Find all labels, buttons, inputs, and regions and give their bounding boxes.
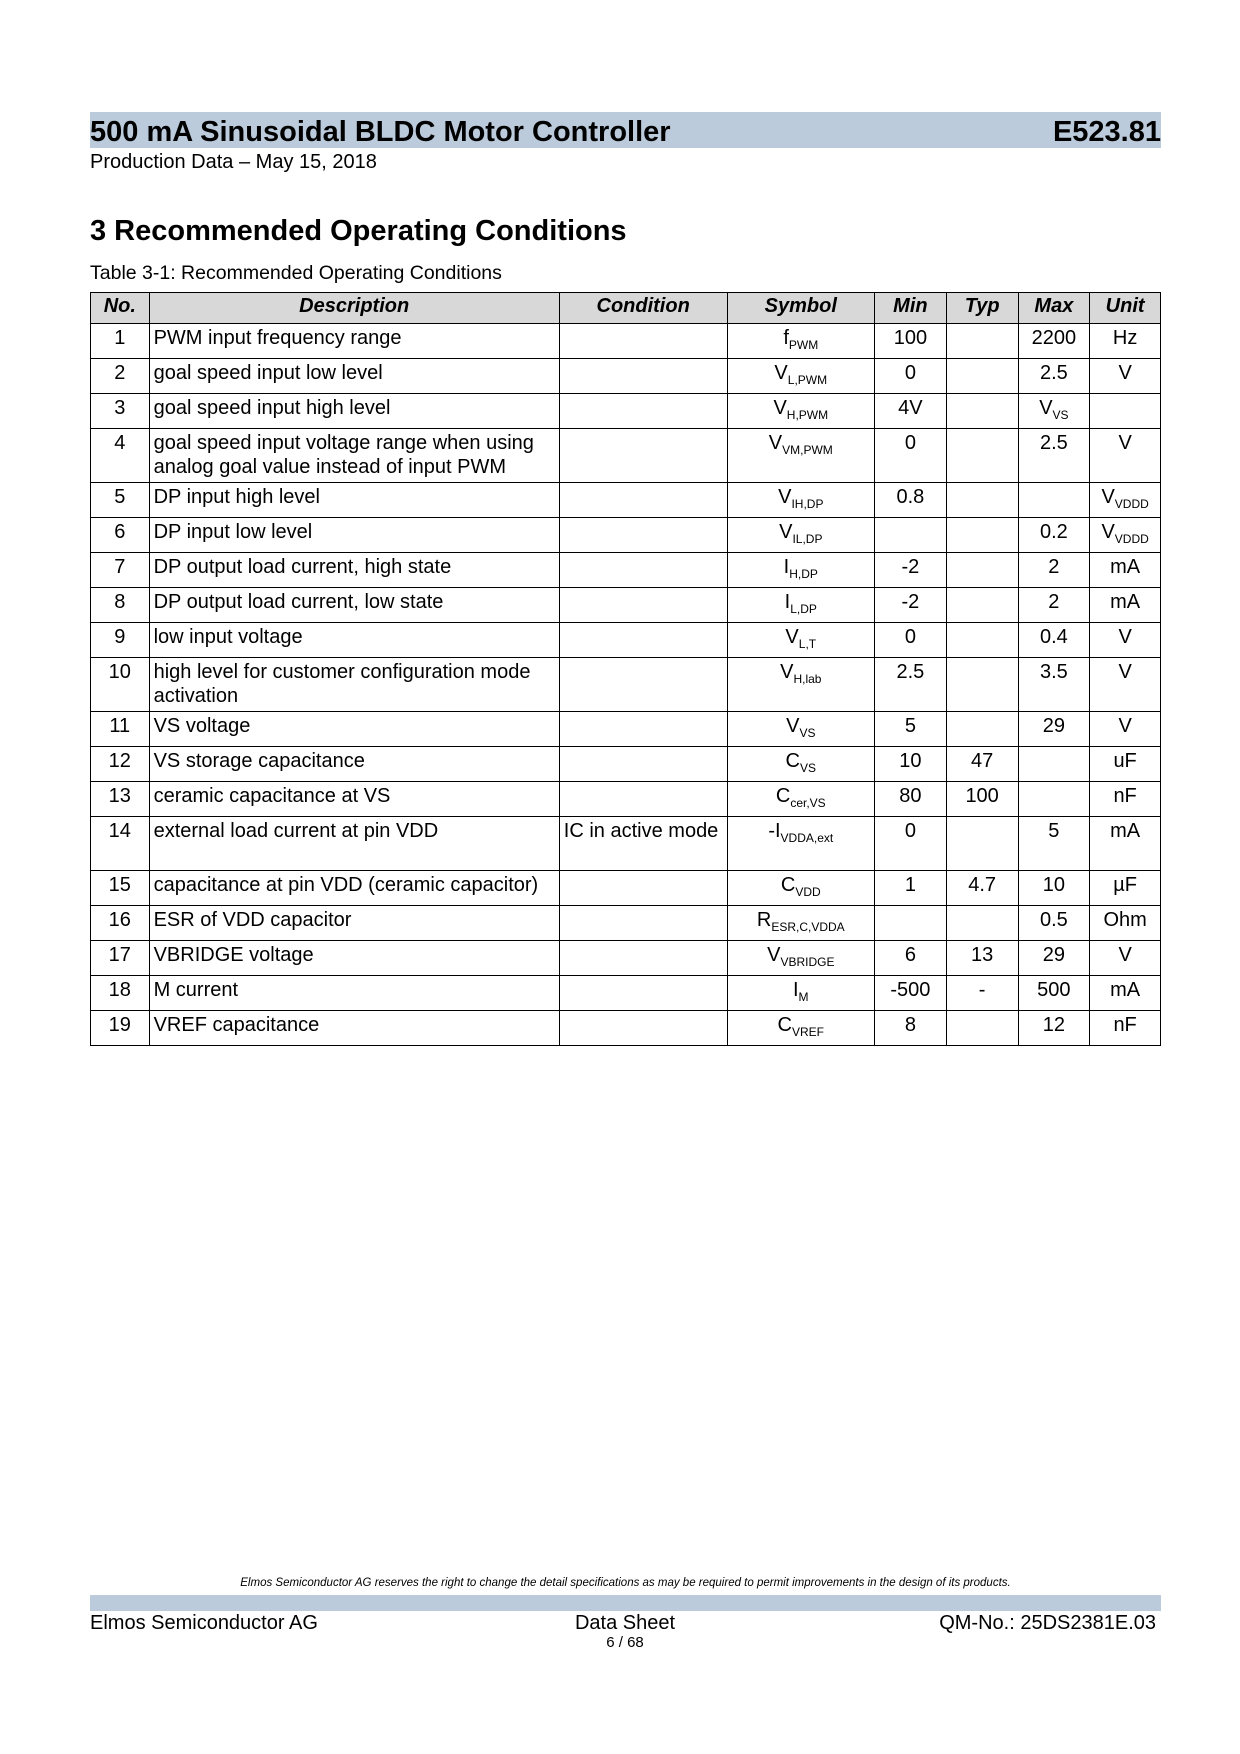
cell-condition (559, 324, 727, 359)
cell-typ (946, 588, 1018, 623)
cell-max-main: 2 (1048, 591, 1060, 613)
cell-symbol-subscript: L,T (798, 637, 817, 651)
cell-condition (559, 394, 727, 429)
cell-description: DP input high level (149, 483, 559, 518)
cell-condition (559, 658, 727, 712)
cell-unit-main: V (1118, 432, 1132, 454)
cell-typ (946, 906, 1018, 941)
cell-symbol-main: f (783, 327, 789, 349)
cell-max (1018, 1011, 1090, 1046)
cell-condition (559, 359, 727, 394)
cell-symbol-main: I (792, 979, 799, 1001)
cell-max-main: 2.5 (1039, 362, 1068, 384)
cell-max (1018, 906, 1090, 941)
cell-typ (946, 518, 1018, 553)
column-header: Condition (559, 293, 727, 324)
cell-max (1018, 782, 1090, 817)
cell-max (1018, 941, 1090, 976)
cell-symbol-subscript: VM,PWM (782, 443, 833, 457)
cell-unit (1090, 871, 1161, 906)
cell-symbol-subscript: H,DP (789, 567, 818, 581)
table-row (91, 1011, 1161, 1046)
cell-unit (1090, 782, 1161, 817)
footer-qm-number: QM-No.: 25DS2381E.03 (939, 1612, 1156, 1634)
cell-condition (559, 623, 727, 658)
cell-typ (946, 394, 1018, 429)
cell-description: VS storage capacitance (149, 747, 559, 782)
cell-symbol-main: C (780, 874, 796, 896)
cell-unit-main: V (1118, 715, 1132, 737)
cell-min: 0 (875, 817, 947, 871)
table-row (91, 976, 1161, 1011)
cell-no: 14 (91, 817, 150, 871)
cell-max-main: 2200 (1031, 327, 1077, 349)
cell-unit (1090, 518, 1161, 553)
cell-unit (1090, 1011, 1161, 1046)
cell-no: 10 (91, 658, 150, 712)
column-header: No. (91, 293, 150, 324)
cell-no: 11 (91, 712, 150, 747)
cell-symbol-main: C (775, 785, 791, 807)
cell-no: 2 (91, 359, 150, 394)
cell-max-main: 0.4 (1039, 626, 1068, 648)
cell-unit-main: mA (1110, 979, 1141, 1001)
cell-symbol (727, 747, 875, 782)
cell-symbol-subscript: PWM (788, 338, 819, 352)
cell-min: 1 (875, 871, 947, 906)
cell-unit-main: uF (1113, 750, 1137, 772)
cell-no: 7 (91, 553, 150, 588)
cell-min: 6 (875, 941, 947, 976)
cell-max-main: 12 (1042, 1014, 1065, 1036)
cell-no: 4 (91, 429, 150, 483)
cell-unit-main: mA (1110, 556, 1141, 578)
cell-no: 8 (91, 588, 150, 623)
cell-no: 15 (91, 871, 150, 906)
cell-description: external load current at pin VDD (149, 817, 559, 871)
cell-symbol (727, 782, 875, 817)
table-row (91, 906, 1161, 941)
cell-condition (559, 588, 727, 623)
cell-no: 17 (91, 941, 150, 976)
cell-min: -500 (875, 976, 947, 1011)
cell-typ (946, 553, 1018, 588)
cell-description: VBRIDGE voltage (149, 941, 559, 976)
cell-typ (946, 1011, 1018, 1046)
cell-symbol-subscript: M (798, 990, 809, 1004)
cell-max (1018, 747, 1090, 782)
cell-condition (559, 871, 727, 906)
cell-symbol-main: V (779, 521, 793, 543)
cell-condition (559, 712, 727, 747)
cell-symbol-subscript: VS (799, 726, 816, 740)
cell-min: -2 (875, 553, 947, 588)
table-row (91, 747, 1161, 782)
cell-symbol-main: R (756, 909, 772, 931)
cell-unit (1090, 623, 1161, 658)
cell-description: low input voltage (149, 623, 559, 658)
cell-min: 5 (875, 712, 947, 747)
cell-no: 3 (91, 394, 150, 429)
cell-min: 80 (875, 782, 947, 817)
cell-condition (559, 1011, 727, 1046)
cell-symbol (727, 658, 875, 712)
cell-symbol-main: I (784, 591, 791, 613)
column-header: Typ (946, 293, 1018, 324)
cell-max (1018, 588, 1090, 623)
column-header: Max (1018, 293, 1090, 324)
table-row (91, 712, 1161, 747)
cell-unit (1090, 712, 1161, 747)
table-row (91, 782, 1161, 817)
cell-condition (559, 553, 727, 588)
cell-max (1018, 658, 1090, 712)
cell-max (1018, 623, 1090, 658)
table-row (91, 324, 1161, 359)
column-header: Min (875, 293, 947, 324)
cell-symbol-subscript: VREF (791, 1025, 824, 1039)
column-header: Symbol (727, 293, 875, 324)
cell-unit (1090, 747, 1161, 782)
cell-description: goal speed input high level (149, 394, 559, 429)
cell-symbol-subscript: IL,DP (792, 532, 823, 546)
page-number: 6 / 68 (606, 1634, 644, 1651)
column-header: Description (149, 293, 559, 324)
cell-symbol-main: V (780, 661, 794, 683)
document-number: E523.81 (1052, 116, 1161, 148)
cell-symbol-main: I (783, 556, 790, 578)
cell-symbol (727, 518, 875, 553)
footer-company: Elmos Semiconductor AG (90, 1612, 318, 1634)
cell-max-main: 10 (1042, 874, 1065, 896)
cell-unit (1090, 429, 1161, 483)
cell-description: DP input low level (149, 518, 559, 553)
table-row (91, 483, 1161, 518)
cell-unit (1090, 324, 1161, 359)
cell-max-main: 500 (1037, 979, 1071, 1001)
cell-symbol-subscript: VS (799, 761, 816, 775)
cell-no: 9 (91, 623, 150, 658)
cell-unit (1090, 817, 1161, 871)
cell-unit-main: V (1118, 362, 1132, 384)
cell-unit-main: nF (1113, 785, 1137, 807)
cell-symbol-subscript: H,lab (793, 672, 822, 686)
cell-max (1018, 817, 1090, 871)
cell-typ: 47 (946, 747, 1018, 782)
cell-typ: 13 (946, 941, 1018, 976)
cell-symbol-main: C (777, 1014, 792, 1036)
cell-no: 12 (91, 747, 150, 782)
cell-typ: 100 (946, 782, 1018, 817)
cell-unit (1090, 658, 1161, 712)
cell-unit-main: nF (1113, 1014, 1137, 1036)
cell-description: M current (149, 976, 559, 1011)
cell-min: -2 (875, 588, 947, 623)
cell-symbol (727, 976, 875, 1011)
cell-unit (1090, 483, 1161, 518)
cell-no: 6 (91, 518, 150, 553)
cell-max-main: 2 (1048, 556, 1060, 578)
cell-typ (946, 817, 1018, 871)
cell-max (1018, 518, 1090, 553)
cell-typ: - (946, 976, 1018, 1011)
table-row (91, 518, 1161, 553)
cell-no: 13 (91, 782, 150, 817)
cell-symbol (727, 324, 875, 359)
table-row (91, 359, 1161, 394)
cell-max (1018, 483, 1090, 518)
cell-min: 100 (875, 324, 947, 359)
cell-min (875, 518, 947, 553)
cell-unit-main: V (1101, 521, 1115, 543)
cell-no: 1 (91, 324, 150, 359)
table-row (91, 429, 1161, 483)
cell-max (1018, 871, 1090, 906)
cell-typ: 4.7 (946, 871, 1018, 906)
cell-min: 0.8 (875, 483, 947, 518)
cell-condition (559, 941, 727, 976)
cell-symbol (727, 941, 875, 976)
cell-max-main: 0.5 (1039, 909, 1068, 931)
cell-symbol (727, 712, 875, 747)
operating-conditions-table (90, 292, 1161, 1046)
cell-unit-main: Hz (1112, 327, 1138, 349)
cell-unit-subscript: VDDD (1114, 497, 1149, 511)
cell-min: 0 (875, 359, 947, 394)
cell-symbol-subscript: VDD (795, 885, 821, 899)
table-row (91, 871, 1161, 906)
cell-description: goal speed input voltage range when using analog goal value instead of input PWM (149, 429, 559, 483)
cell-max-main: 29 (1042, 715, 1065, 737)
cell-unit-main: Ohm (1103, 909, 1147, 931)
cell-min (875, 906, 947, 941)
cell-unit-main: mA (1110, 591, 1141, 613)
table-row (91, 941, 1161, 976)
cell-symbol-subscript: VDDA,ext (780, 831, 834, 845)
cell-max-main: V (1039, 397, 1053, 419)
cell-symbol-main: V (774, 362, 788, 384)
cell-symbol-subscript: cer,VS (790, 796, 826, 810)
cell-description: DP output load current, high state (149, 553, 559, 588)
cell-symbol-main: V (785, 626, 799, 648)
cell-symbol-subscript: VBRIDGE (780, 955, 835, 969)
cell-symbol-subscript: L,DP (790, 602, 817, 616)
cell-symbol-main: -I (768, 820, 781, 842)
cell-unit-main: mA (1110, 820, 1141, 842)
cell-unit (1090, 359, 1161, 394)
cell-no: 18 (91, 976, 150, 1011)
cell-condition (559, 747, 727, 782)
cell-symbol (727, 429, 875, 483)
document-title: 500 mA Sinusoidal BLDC Motor Controller (90, 116, 671, 148)
production-data-line: Production Data – May 15, 2018 (90, 151, 377, 173)
cell-unit-main: V (1118, 944, 1132, 966)
table-header-row (91, 293, 1161, 324)
table-row (91, 394, 1161, 429)
cell-description: high level for customer configuration mode activation (149, 658, 559, 712)
cell-condition (559, 483, 727, 518)
cell-description: PWM input frequency range (149, 324, 559, 359)
column-header: Unit (1090, 293, 1161, 324)
cell-min: 2.5 (875, 658, 947, 712)
cell-condition (559, 906, 727, 941)
cell-symbol (727, 817, 875, 871)
cell-max (1018, 553, 1090, 588)
cell-symbol (727, 553, 875, 588)
cell-unit-main: V (1101, 486, 1115, 508)
cell-condition (559, 429, 727, 483)
table-row (91, 553, 1161, 588)
cell-typ (946, 324, 1018, 359)
cell-no: 5 (91, 483, 150, 518)
cell-unit (1090, 553, 1161, 588)
cell-max-main: 2.5 (1039, 432, 1068, 454)
cell-typ (946, 429, 1018, 483)
cell-unit (1090, 941, 1161, 976)
cell-unit (1090, 394, 1161, 429)
cell-unit-main: V (1118, 626, 1132, 648)
cell-no: 16 (91, 906, 150, 941)
cell-symbol (727, 483, 875, 518)
cell-symbol (727, 359, 875, 394)
cell-max-main: 0.2 (1039, 521, 1068, 543)
footer-disclaimer: Elmos Semiconductor AG reserves the right to change the detail specifications as may be required to permit improvements in the design of its products. (240, 1577, 1011, 1589)
cell-symbol-subscript: ESR,C,VDDA (771, 920, 845, 934)
cell-max-subscript: VS (1052, 408, 1069, 422)
cell-condition (559, 782, 727, 817)
cell-typ (946, 623, 1018, 658)
cell-max (1018, 429, 1090, 483)
cell-condition (559, 518, 727, 553)
cell-max (1018, 324, 1090, 359)
cell-unit (1090, 906, 1161, 941)
section-heading: 3 Recommended Operating Conditions (90, 215, 627, 247)
cell-min: 10 (875, 747, 947, 782)
cell-description: VS voltage (149, 712, 559, 747)
cell-max-main: 3.5 (1039, 661, 1068, 683)
cell-condition (559, 976, 727, 1011)
cell-description: ceramic capacitance at VS (149, 782, 559, 817)
footer-bar (90, 1595, 1161, 1611)
cell-symbol-main: V (768, 432, 783, 454)
cell-symbol-main: C (785, 750, 800, 772)
cell-symbol (727, 623, 875, 658)
cell-symbol (727, 906, 875, 941)
cell-max (1018, 712, 1090, 747)
cell-min: 0 (875, 429, 947, 483)
cell-unit-main: V (1118, 661, 1132, 683)
cell-description: DP output load current, low state (149, 588, 559, 623)
cell-symbol-subscript: IH,DP (791, 497, 824, 511)
cell-max (1018, 359, 1090, 394)
table-row (91, 658, 1161, 712)
cell-description: goal speed input low level (149, 359, 559, 394)
cell-typ (946, 658, 1018, 712)
cell-symbol-subscript: H,PWM (786, 408, 829, 422)
cell-symbol-main: V (767, 944, 781, 966)
cell-unit (1090, 976, 1161, 1011)
cell-unit-main: µF (1113, 874, 1137, 896)
cell-unit-subscript: VDDD (1114, 532, 1149, 546)
cell-min: 0 (875, 623, 947, 658)
cell-description: VREF capacitance (149, 1011, 559, 1046)
cell-max (1018, 394, 1090, 429)
cell-symbol (727, 1011, 875, 1046)
table-caption: Table 3-1: Recommended Operating Conditions (90, 262, 502, 284)
cell-typ (946, 483, 1018, 518)
cell-no: 19 (91, 1011, 150, 1046)
footer-document-type: Data Sheet (574, 1612, 676, 1634)
cell-description: ESR of VDD capacitor (149, 906, 559, 941)
cell-symbol (727, 871, 875, 906)
cell-symbol (727, 394, 875, 429)
cell-max-main: 5 (1048, 820, 1060, 842)
cell-max (1018, 976, 1090, 1011)
table-row (91, 623, 1161, 658)
cell-max-main: 29 (1042, 944, 1065, 966)
table-row (91, 588, 1161, 623)
cell-typ (946, 359, 1018, 394)
cell-condition: IC in active mode (559, 817, 727, 871)
cell-typ (946, 712, 1018, 747)
table-row (91, 817, 1161, 871)
cell-symbol-main: V (786, 715, 800, 737)
cell-symbol-subscript: L,PWM (787, 373, 828, 387)
cell-unit (1090, 588, 1161, 623)
cell-min: 4V (875, 394, 947, 429)
cell-symbol-main: V (778, 486, 792, 508)
cell-description: capacitance at pin VDD (ceramic capacitor) (149, 871, 559, 906)
cell-symbol-main: V (773, 397, 787, 419)
cell-min: 8 (875, 1011, 947, 1046)
cell-symbol (727, 588, 875, 623)
